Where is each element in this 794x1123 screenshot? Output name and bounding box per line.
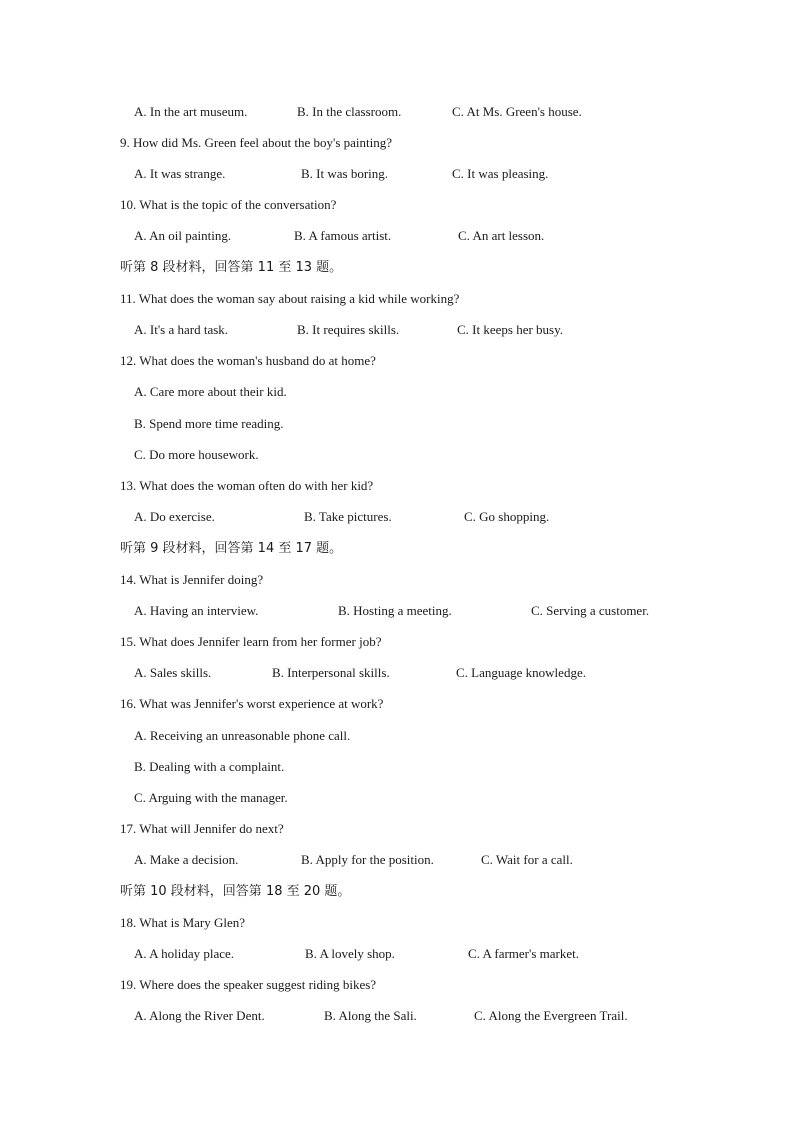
q11-option-c: C. It keeps her busy.	[457, 322, 564, 337]
q14-option-c: C. Serving a customer.	[531, 603, 650, 618]
q18-option-c: C. A farmer's market.	[468, 946, 580, 961]
q10-option-b: B. A famous artist.	[294, 228, 392, 243]
q11-option-a: A. It's a hard task.	[134, 322, 229, 337]
q12-option-b: B. Spend more time reading.	[134, 416, 284, 431]
question-13: 13. What does the woman often do with her kid?	[120, 478, 374, 493]
question-9: 9. How did Ms. Green feel about the boy's painting?	[120, 135, 393, 150]
q15-option-a: A. Sales skills.	[134, 665, 212, 680]
q15-option-b: B. Interpersonal skills.	[272, 665, 390, 680]
question-17: 17. What will Jennifer do next?	[120, 821, 284, 836]
section-heading-8: 听第 8 段材料，回答第 11 至 13 题。	[120, 260, 343, 275]
question-10: 10. What is the topic of the conversation?	[120, 197, 337, 212]
q9-option-a: A. It was strange.	[134, 166, 226, 181]
q16-option-a: A. Receiving an unreasonable phone call.	[134, 728, 351, 743]
q13-option-c: C. Go shopping.	[464, 509, 550, 524]
q15-option-c: C. Language knowledge.	[456, 665, 586, 680]
q13-option-a: A. Do exercise.	[134, 509, 215, 524]
q17-option-c: C. Wait for a call.	[481, 852, 573, 867]
q13-option-b: B. Take pictures.	[304, 509, 392, 524]
q8-option-b: B. In the classroom.	[297, 104, 402, 119]
q14-option-a: A. Having an interview.	[134, 603, 259, 618]
q16-option-b: B. Dealing with a complaint.	[134, 759, 285, 774]
q19-option-a: A. Along the River Dent.	[134, 1008, 265, 1023]
q18-option-b: B. A lovely shop.	[305, 946, 395, 961]
question-18: 18. What is Mary Glen?	[120, 915, 246, 930]
question-16: 16. What was Jennifer's worst experience at work?	[120, 696, 384, 711]
q16-option-c: C. Arguing with the manager.	[134, 790, 288, 805]
q19-option-c: C. Along the Evergreen Trail.	[474, 1008, 628, 1023]
q18-option-a: A. A holiday place.	[134, 946, 235, 961]
q17-option-b: B. Apply for the position.	[301, 852, 434, 867]
q10-option-a: A. An oil painting.	[134, 228, 232, 243]
q17-option-a: A. Make a decision.	[134, 852, 239, 867]
q8-option-c: C. At Ms. Green's house.	[452, 104, 582, 119]
q9-option-c: C. It was pleasing.	[452, 166, 549, 181]
question-14: 14. What is Jennifer doing?	[120, 572, 264, 587]
q19-option-b: B. Along the Sali.	[324, 1008, 417, 1023]
q12-option-c: C. Do more housework.	[134, 447, 259, 462]
question-15: 15. What does Jennifer learn from her former job?	[120, 634, 382, 649]
q14-option-b: B. Hosting a meeting.	[338, 603, 452, 618]
q8-option-a: A. In the art museum.	[134, 104, 248, 119]
question-11: 11. What does the woman say about raising a kid while working?	[120, 291, 460, 306]
question-19: 19. Where does the speaker suggest riding bikes?	[120, 977, 377, 992]
question-12: 12. What does the woman's husband do at home?	[120, 353, 376, 368]
q11-option-b: B. It requires skills.	[297, 322, 400, 337]
section-heading-10: 听第 10 段材料，回答第 18 至 20 题。	[120, 884, 351, 899]
q9-option-b: B. It was boring.	[301, 166, 389, 181]
q12-option-a: A. Care more about their kid.	[134, 384, 287, 399]
section-heading-9: 听第 9 段材料，回答第 14 至 17 题。	[120, 541, 343, 556]
q10-option-c: C. An art lesson.	[458, 228, 545, 243]
